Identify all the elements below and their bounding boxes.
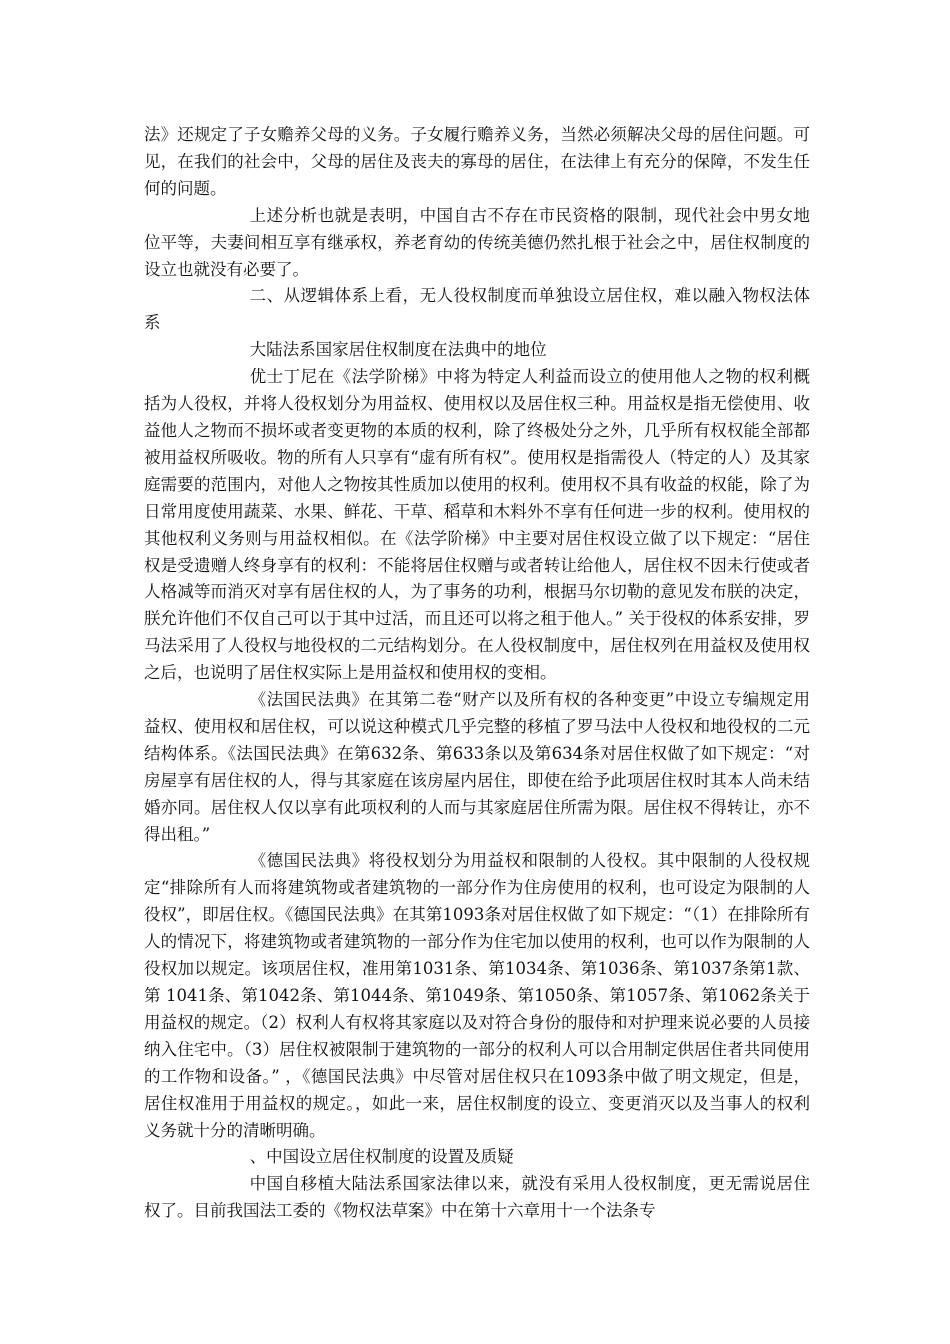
paragraph-french-code: 《法国民法典》在其第二卷“财产以及所有权的各种变更”中设立专编规定用益权、使用权和居住权，可以说这种模式几乎完整的移植了罗马法中人役权和地役权的二元结构体系。《法国民法典》在第632条、第633条以及第634条对居住权做了如下规定：“对房屋享有居住权的人，得与其家庭在该房屋内居住，即使在给予此项居住权时其本人尚未结婚亦同。居住权人仅以享有此项权利的人而与其家庭居住所需为限。居住权不得转让，亦不得出租。” xyxy=(144,690,810,844)
paragraph-china: 中国自移植大陆法系国家法律以来，就没有采用人役权制度，更无需说居住权了。目前我国法工委的《物权法草案》中在第十六章用十一个法条专 xyxy=(144,1174,810,1221)
document-page xyxy=(144,122,810,1225)
paragraph-roman-law: 优士丁尼在《法学阶梯》中将为特定人利益而设立的使用他人之物的权利概括为人役权，并将人役权划分为用益权、使用权以及居住权三种。用益权是指无偿使用、收益他人之物而不损坏或者变更物的本质的权利，除了终极处分之外，几乎所有权权能全部都被用益权所吸收。物的所有人只享有“虚有所有权”。使用权是指需役人（特定的人）及其家庭需要的范围内，对他人之物按其性质加以使用的权利。使用权不具有收益的权能，除了为日常用度使用蔬菜、水果、鲜花、干草、稻草和木料外不享有任何进一步的权利。使用权的其他权利义务则与用益权相似。在《法学阶梯》中主要对居住权设立做了以下规定：“居住权是受遗赠人终身享有的权利：不能将居住权赠与或者转让给他人，居住权不因未行使或者人格减等而消灭对享有居住权的人，为了事务的功利，根据马尔切勒的意见发布朕的决定，朕允许他们不仅自己可以于其中过活，而且还可以将之租于他人。” 关于役权的体系安排，罗马法采用了人役权与地役权的二元结构划分。在人役权制度中，居住权列在用益权及使用权之后，也说明了居住权实际上是用益权和使用权的变相。 xyxy=(144,367,810,683)
subsection-heading-1: 大陆法系国家居住权制度在法典中的地位 xyxy=(249,340,547,360)
paragraph-german-code: 《德国民法典》将役权划分为用益权和限制的人役权。其中限制的人役权规定“排除所有人而将建筑物或者建筑物的一部分作为住房使用的权利，也可设定为限制的人役权”，即居住权。《德国民法典》在其第1093条对居住权做了如下规定：“（1）在排除所有人的情况下，将建筑物或者建筑物的一部分作为住宅加以使用的权利，也可以作为限制的人役权加以规定。该项居住权，准用第1031条、第1034条、第1036条、第1037条第1款、第 1041条、第1042条、第1044条、第1049条、第1050条、第1057条、第1062条关于用益权的规定。（2）权利人有权将其家庭以及对符合身份的服侍和对护理来说必要的人员接纳入住宅中。（3）居住权被限制于建筑物的一部分的权利人可以合用制定供居住者共同使用的工作物和设备。” ，《德国民法典》中尽管对居住权只在1093条中做了明文规定，但是，居住权准用于用益权的规定。，如此一来，居住权制度的设立、变更消灭以及当事人的权利义务就十分的清晰明确。 xyxy=(144,851,810,1140)
paragraph-1: 上述分析也就是表明，中国自古不存在市民资格的限制，现代社会中男女地位平等，夫妻间相互享有继承权，养老育幼的传统美德仍然扎根于社会之中，居住权制度的设立也就没有必要了。 xyxy=(144,205,810,279)
section-heading-2: 二、从逻辑体系上看，无人役权制度而单独设立居住权，难以融入物权法体系 xyxy=(144,286,810,333)
paragraph-0: 法》还规定了子女赡养父母的义务。子女履行赡养义务，当然必须解决父母的居住问题。可见，在我们的社会中，父母的居住及丧夫的寡母的居住，在法律上有充分的保障，不发生任何的问题。 xyxy=(144,125,810,198)
subsection-heading-2: 、中国设立居住权制度的设置及质疑 xyxy=(249,1147,514,1167)
